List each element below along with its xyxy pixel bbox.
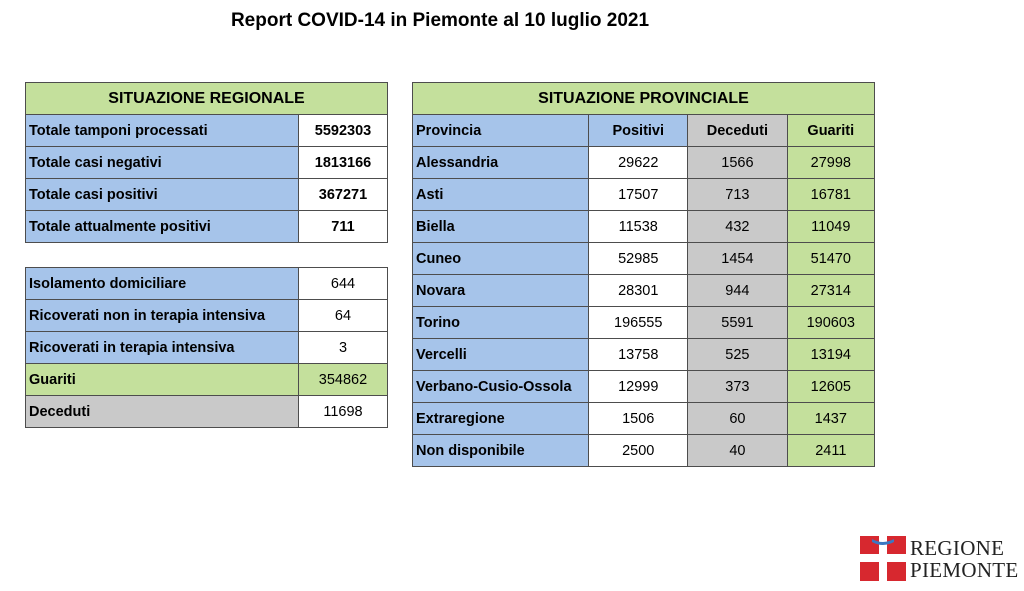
province-name: Alessandria (413, 147, 589, 179)
province-positivi: 2500 (589, 435, 688, 467)
province-positivi: 13758 (589, 339, 688, 371)
regione-piemonte-emblem-icon (860, 536, 906, 581)
row-value: 3 (299, 332, 388, 364)
table-row (26, 364, 388, 396)
province-deceduti: 60 (688, 403, 787, 435)
province-guariti: 13194 (787, 339, 874, 371)
column-header-provincia: Provincia (413, 115, 589, 147)
province-guariti: 12605 (787, 371, 874, 403)
province-deceduti: 525 (688, 339, 787, 371)
row-value: 367271 (299, 179, 388, 211)
table-row (413, 211, 875, 243)
row-value: 5592303 (299, 115, 388, 147)
row-label: Totale tamponi processati (26, 115, 299, 147)
province-positivi: 1506 (589, 403, 688, 435)
province-positivi: 12999 (589, 371, 688, 403)
row-label: Totale casi negativi (26, 147, 299, 179)
province-guariti: 11049 (787, 211, 874, 243)
province-deceduti: 1454 (688, 243, 787, 275)
province-deceduti: 5591 (688, 307, 787, 339)
row-label: Ricoverati in terapia intensiva (26, 332, 299, 364)
province-name: Novara (413, 275, 589, 307)
row-value: 711 (299, 211, 388, 243)
province-positivi: 196555 (589, 307, 688, 339)
province-positivi: 17507 (589, 179, 688, 211)
regional-table (25, 82, 388, 243)
row-value: 64 (299, 300, 388, 332)
row-value: 354862 (299, 364, 388, 396)
report-title: Report COVID-14 in Piemonte al 10 luglio 2021 (230, 10, 650, 31)
table-row (26, 179, 388, 211)
column-header-deceduti: Deceduti (688, 115, 787, 147)
province-deceduti: 944 (688, 275, 787, 307)
column-headers (413, 115, 875, 147)
province-deceduti: 40 (688, 435, 787, 467)
province-positivi: 28301 (589, 275, 688, 307)
row-value: 644 (299, 268, 388, 300)
column-header-guariti: Guariti (787, 115, 874, 147)
province-guariti: 1437 (787, 403, 874, 435)
table-row (413, 147, 875, 179)
province-guariti: 16781 (787, 179, 874, 211)
province-name: Biella (413, 211, 589, 243)
logo-text-line1: REGIONE (910, 536, 1005, 560)
table-row (413, 435, 875, 467)
province-name: Asti (413, 179, 589, 211)
row-value: 11698 (299, 396, 388, 428)
table-row (413, 307, 875, 339)
table-row (26, 115, 388, 147)
province-deceduti: 1566 (688, 147, 787, 179)
province-positivi: 52985 (589, 243, 688, 275)
provincial-table (412, 82, 875, 467)
table-row (413, 275, 875, 307)
row-label: Guariti (26, 364, 299, 396)
row-label: Totale casi positivi (26, 179, 299, 211)
province-deceduti: 713 (688, 179, 787, 211)
province-guariti: 27998 (787, 147, 874, 179)
table-row (26, 211, 388, 243)
table-row (26, 332, 388, 364)
row-label: Ricoverati non in terapia intensiva (26, 300, 299, 332)
province-guariti: 27314 (787, 275, 874, 307)
table-row (26, 396, 388, 428)
row-label: Totale attualmente positivi (26, 211, 299, 243)
table-row (413, 371, 875, 403)
province-guariti: 190603 (787, 307, 874, 339)
regione-piemonte-logo (858, 535, 1018, 583)
hospital-table (25, 267, 388, 428)
row-label: Isolamento domiciliare (26, 268, 299, 300)
province-name: Non disponibile (413, 435, 589, 467)
table-row (413, 243, 875, 275)
province-name: Extraregione (413, 403, 589, 435)
table-row (413, 403, 875, 435)
province-guariti: 2411 (787, 435, 874, 467)
province-deceduti: 432 (688, 211, 787, 243)
table-row (26, 147, 388, 179)
row-value: 1813166 (299, 147, 388, 179)
province-guariti: 51470 (787, 243, 874, 275)
table-row (26, 268, 388, 300)
province-name: Torino (413, 307, 589, 339)
province-positivi: 11538 (589, 211, 688, 243)
provincial-header: SITUAZIONE PROVINCIALE (413, 83, 875, 115)
table-row (26, 300, 388, 332)
table-row (413, 179, 875, 211)
regional-header: SITUAZIONE REGIONALE (26, 83, 388, 115)
table-row (413, 339, 875, 371)
logo-text-line2: PIEMONTE (910, 558, 1019, 582)
column-header-positivi: Positivi (589, 115, 688, 147)
row-label: Deceduti (26, 396, 299, 428)
province-positivi: 29622 (589, 147, 688, 179)
province-name: Vercelli (413, 339, 589, 371)
province-name: Verbano-Cusio-Ossola (413, 371, 589, 403)
province-deceduti: 373 (688, 371, 787, 403)
province-name: Cuneo (413, 243, 589, 275)
